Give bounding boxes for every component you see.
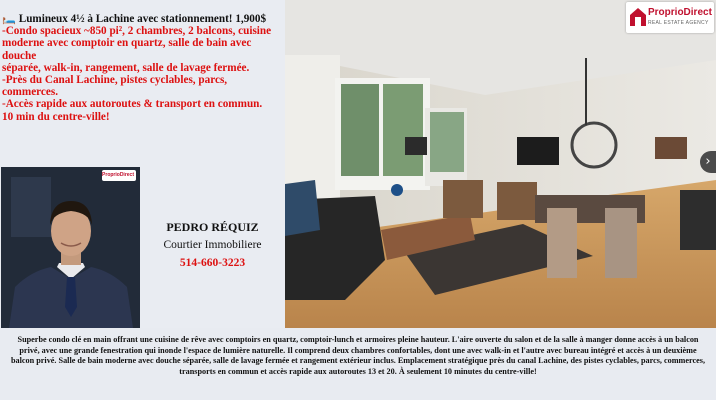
listing-detail-line: 10 min du centre-ville! — [2, 110, 110, 123]
listing-detail-line: séparée, walk-in, rangement, salle de lavage fermée. — [2, 61, 250, 74]
agent-contact-card — [140, 167, 285, 328]
listing-detail-line: moderne avec comptoir en quartz, salle de bain avec douche — [2, 37, 252, 62]
brand-name: ProprioDirect — [648, 7, 712, 18]
listing-detail-line: -Près du Canal Lachine, pistes cyclables, parcs, commerces. — [2, 74, 228, 99]
brand-tagline: REAL ESTATE AGENCY — [648, 20, 709, 26]
listing-detail-line: -Accès rapide aux autoroutes & transport en commun. — [2, 98, 263, 111]
listing-description — [0, 335, 716, 378]
agent-portrait-illustration — [1, 167, 140, 328]
agent-role: Courtier Immobiliere — [163, 239, 262, 251]
listing-summary-panel — [0, 0, 285, 328]
agent-phone[interactable]: 514-660-3223 — [179, 257, 246, 269]
chevron-right-icon: › — [705, 154, 711, 169]
listing-description-text: Superbe condo clé en main offrant une cuisine de rêve avec comptoirs en quartz, comptoir-lunch et armoires pleine hauteur. L'aire ouverte du salon et de la salle à manger donne accès à un balcon privé, avec une grande fenestration qui inonde l'espace de lumière naturelle. Il comprend deux chambres confortables, dont une avec walk-in et l'autre avec bureau intégré et accès à un deuxième balcon privé. Salle de bain moderne avec douche séparée, salle de lavage fermée et rangement extérieur inclus. Emplacement stratégique près du canal Lachine, des pistes cyclables, parcs, commerces, transports en commun et accès rapide aux autoroutes 13 et 20. À seulement 10 minutes du centre-ville! — [10, 335, 705, 377]
living-room-photo — [285, 0, 716, 328]
listing-detail-line: -Condo spacieux ~850 pi², 2 chambres, 2 balcons, cuisine — [2, 25, 272, 38]
agent-name: PEDRO RÉQUIZ — [166, 220, 259, 234]
listing-title: 🛏️ Lumineux 4½ à Lachine avec stationnement! 1,900$ — [2, 13, 267, 25]
listing-photo — [285, 0, 716, 328]
agent-photo — [1, 167, 140, 328]
next-photo-button[interactable] — [700, 151, 716, 173]
listing-headline — [2, 13, 284, 123]
house-icon — [629, 7, 647, 27]
brand-logo — [626, 2, 714, 33]
agent-photo-logo: ProprioDirect — [102, 170, 136, 181]
